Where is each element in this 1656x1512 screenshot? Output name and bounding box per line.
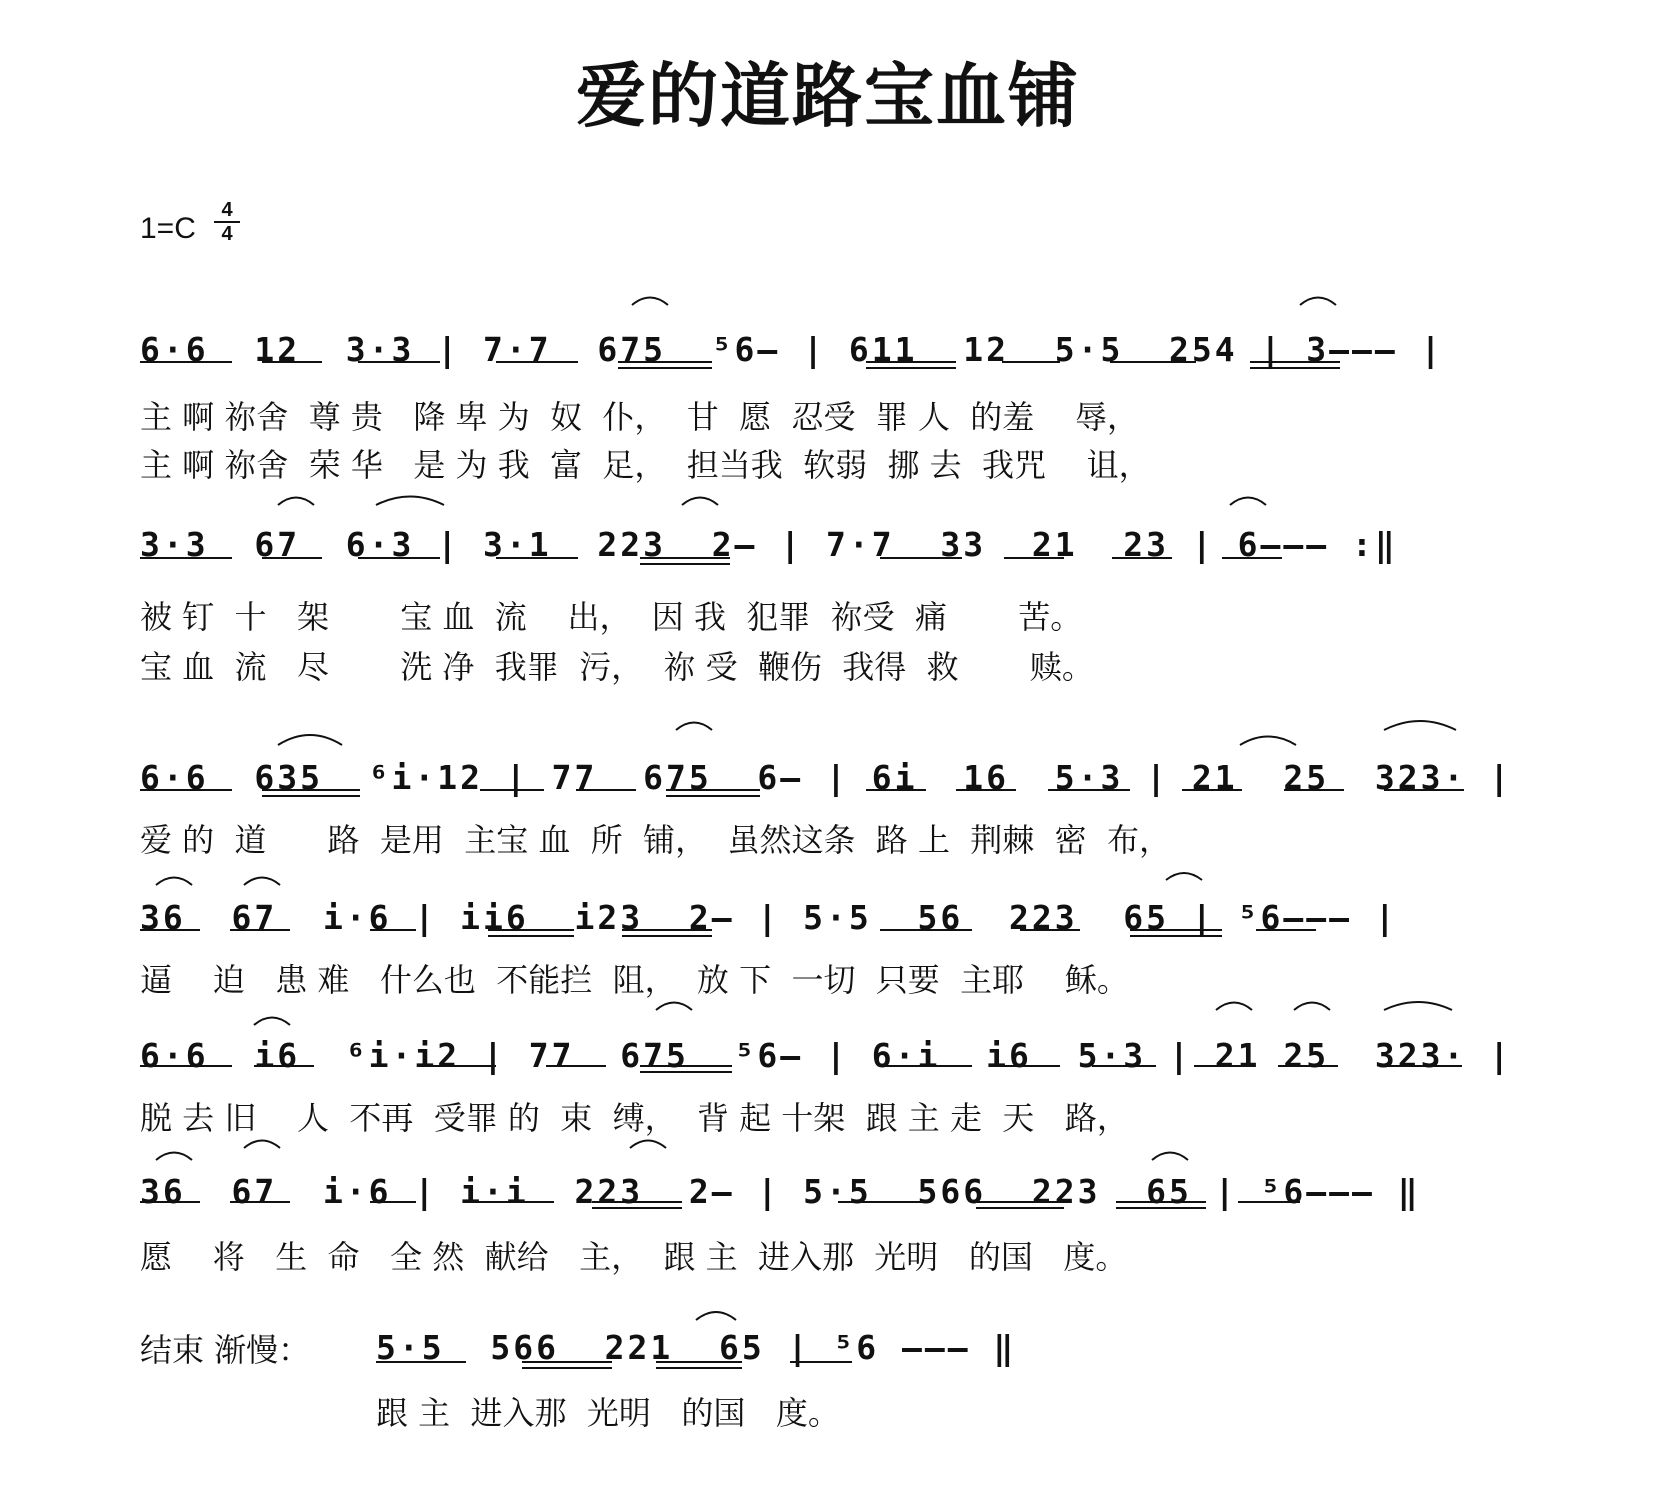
lyric-line-1a: 主 啊 祢舍 尊 贵 降 卑 为 奴 仆， 甘 愿 忍受 罪 人 的羞 辱， [140,398,1139,436]
notation-line-4: 36 67 i·6 | ii6 i23 2– | 5·5 56 223 65 | ⁵6––– | [140,898,1398,937]
time-signature-denominator: 4 [221,223,233,245]
notation-line-6: 36 67 i·6 | i·i 223 2– | 5·5 566 223 65 | ⁵6––– ‖ [140,1172,1421,1211]
lyric-ending: 跟 主 进入那 光明 的国 度。 [376,1394,840,1432]
lyric-line-2b: 宝 血 流 尽 洗 净 我罪 污， 祢 受 鞭伤 我得 救 赎。 [140,648,1094,686]
notation-line-5: 6·6 i6 ⁶i·i2 | 77 675 ⁵6– | 6·i i6 5·3 | 21 25 323· | [140,1036,1513,1075]
song-title: 爱的道路宝血铺 [576,55,1080,137]
key-signature: 1=C [140,212,196,245]
notation-line-2: 3·3 67 6·3 | 3·1 223 2– | 7·7 33 21 23 | 6––– :‖ [140,525,1398,564]
lyric-line-3: 爱 的 道 路 是用 主宝 血 所 铺， 虽然这条 路 上 荆棘 密 布， [140,821,1171,859]
lyric-line-4: 逼 迫 患 难 什么也 不能拦 阻， 放 下 一切 只要 主耶 稣。 [140,961,1129,999]
lyric-line-1b: 主 啊 祢舍 荣 华 是 为 我 富 足， 担当我 软弱 挪 去 我咒 诅， [140,446,1151,484]
notation-line-3: 6·6 635 ⁶i·12 | 77 675 6– | 6i 16 5·3 | 21 25 323· | [140,758,1513,797]
lyric-line-2a: 被 钉 十 架 宝 血 流 出， 因 我 犯罪 祢受 痛 苦。 [140,598,1083,636]
ending-label: 结束 渐慢： [140,1331,311,1369]
lyric-line-6: 愿 将 生 命 全 然 献给 主， 跟 主 进入那 光明 的国 度。 [140,1238,1128,1276]
time-signature-numerator: 4 [221,199,233,221]
lyric-line-5: 脱 去 旧 人 不再 受罪 的 束 缚， 背 起 十架 跟 主 走 天 路， [140,1099,1129,1137]
notation-ending: 5·5 566 221 65 | ⁵6 ––– ‖ [376,1328,1017,1367]
notation-line-1: 6·6 12 3·3 | 7·7 675 ⁵6– | 611 12 5·5 254 | 3––– | [140,330,1444,369]
